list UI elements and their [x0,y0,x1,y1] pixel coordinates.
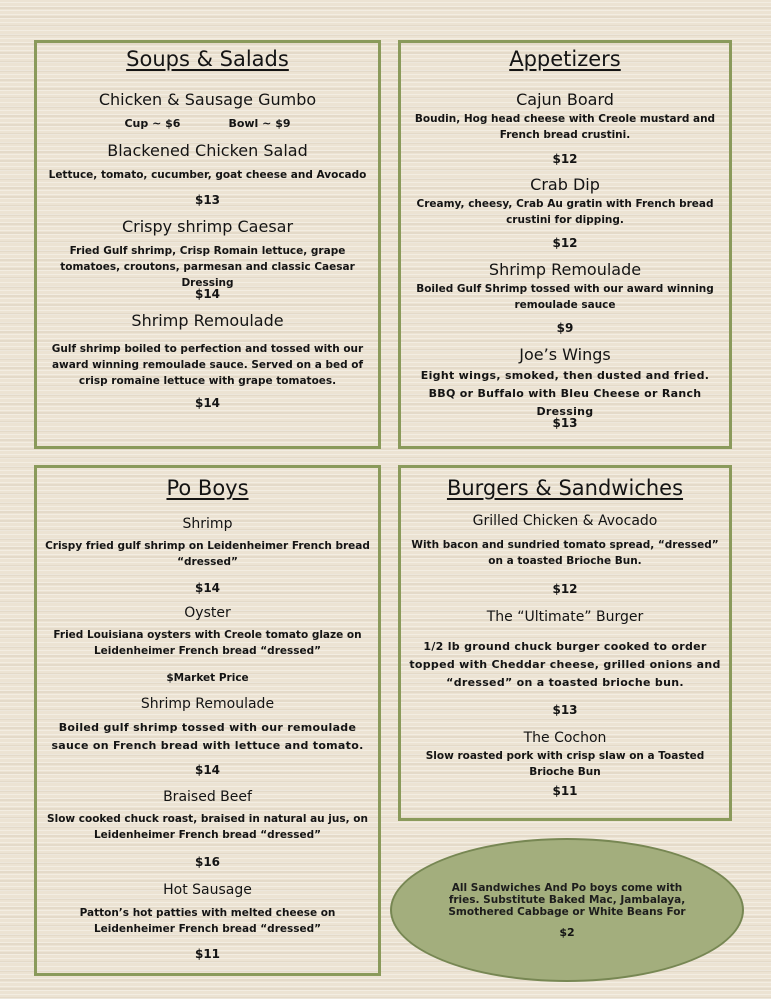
menu-item-price: $12 [552,152,578,166]
po-boys-panel [34,465,381,976]
menu-item-name: The Cochon [523,730,607,746]
bowl-price: Bowl ~ $9 [228,117,291,130]
section-title: Po Boys [166,476,249,500]
menu-item-price: $13 [552,703,578,717]
menu-item-name: The “Ultimate” Burger [486,609,644,625]
menu-item-description: Lettuce, tomato, cucumber, goat cheese and Avocado [48,169,367,181]
substitution-price: $2 [559,926,575,939]
menu-item-price: $9 [556,321,574,335]
menu-item-price: $11 [194,947,221,961]
menu-item-price: $13 [194,193,221,207]
menu-item-description: 1/2 lb ground chuck burger cooked to order topped with Cheddar cheese, grilled onions and “dressed” on a toasted brioche bun. [409,640,721,689]
soups-salads-panel [34,40,381,449]
menu-item-name: Shrimp [182,516,233,532]
menu-item-description: Slow roasted pork with crisp slaw on a Toasted Brioche Bun [425,750,705,778]
sides-note-oval [390,838,744,982]
menu-item-description: Patton’s hot patties with melted cheese on Leidenheimer French bread “dressed” [79,907,336,935]
menu-item-price: $16 [194,855,221,869]
menu-item-price: $14 [194,581,221,595]
menu-item-description: Boiled Gulf Shrimp tossed with our award winning remoulade sauce [416,283,714,311]
menu-item-description: Gulf shrimp boiled to perfection and tossed with our award winning remoulade sauce. Served on a bed of crisp romaine lettuce with grape tomatoes. [51,343,364,387]
menu-item-name: Crispy shrimp Caesar [121,217,294,236]
burgers-sandwiches-panel [398,465,732,821]
menu-item-name: Grilled Chicken & Avocado [472,513,658,529]
sides-note: All Sandwiches And Po boys come with fries. Substitute Baked Mac, Jambalaya, Smothered Cabbage or White Beans For [448,882,686,918]
menu-item-price: $11 [552,784,578,798]
menu-item-name: Braised Beef [163,789,252,805]
menu-item-description: Crispy fried gulf shrimp on Leidenheimer French bread “dressed” [45,540,370,568]
menu-item-description: Creamy, cheesy, Crab Au gratin with French bread crustini for dipping. [416,198,714,226]
section-title: Appetizers [509,47,621,71]
menu-item-description: Boiled gulf shrimp tossed with our remoulade sauce on French bread with lettuce and tomato. [51,721,364,752]
menu-item-price: $14 [194,287,221,301]
menu-item-price: $13 [552,416,578,430]
menu-item-description: Boudin, Hog head cheese with Creole mustard and French bread crustini. [414,113,716,141]
menu-item-name: Oyster [184,605,231,621]
menu-item-name: Shrimp Remoulade [131,311,284,330]
menu-item-price: $12 [552,582,578,596]
menu-item-name: Hot Sausage [163,882,252,898]
menu-item-name: Chicken & Sausage Gumbo [98,90,317,109]
section-title: Soups & Salads [126,47,289,71]
menu-item-price: $14 [194,763,221,777]
menu-item-name: Joe’s Wings [519,345,611,364]
menu-item-price: $Market Price [166,672,249,684]
menu-item-description: Slow cooked chuck roast, braised in natural au jus, on Leidenheimer French bread “dressed” [47,813,368,841]
menu-item-description: Fried Gulf shrimp, Crisp Romain lettuce, grape tomatoes, croutons, parmesan and classic Caesar Dressing [60,245,355,289]
menu-item-name: Shrimp Remoulade [488,260,642,279]
menu-item-name: Shrimp Remoulade [140,696,275,712]
section-title: Burgers & Sandwiches [446,476,684,500]
menu-item-price: $14 [194,396,221,410]
menu-item-description: Fried Louisiana oysters with Creole tomato glaze on Leidenheimer French bread “dressed” [53,629,362,657]
menu-item-price: $12 [552,236,578,250]
menu-item-name: Cajun Board [516,90,614,109]
menu-item-description: Eight wings, smoked, then dusted and fried. BBQ or Buffalo with Bleu Cheese or Ranch Dressing [420,369,710,418]
appetizers-panel [398,40,732,449]
menu-item-name: Blackened Chicken Salad [107,141,308,160]
menu-item-description: With bacon and sundried tomato spread, “dressed” on a toasted Brioche Bun. [411,539,719,567]
gumbo-prices [37,117,378,130]
menu-item-name: Crab Dip [530,175,600,194]
cup-price: Cup ~ $6 [124,117,181,130]
